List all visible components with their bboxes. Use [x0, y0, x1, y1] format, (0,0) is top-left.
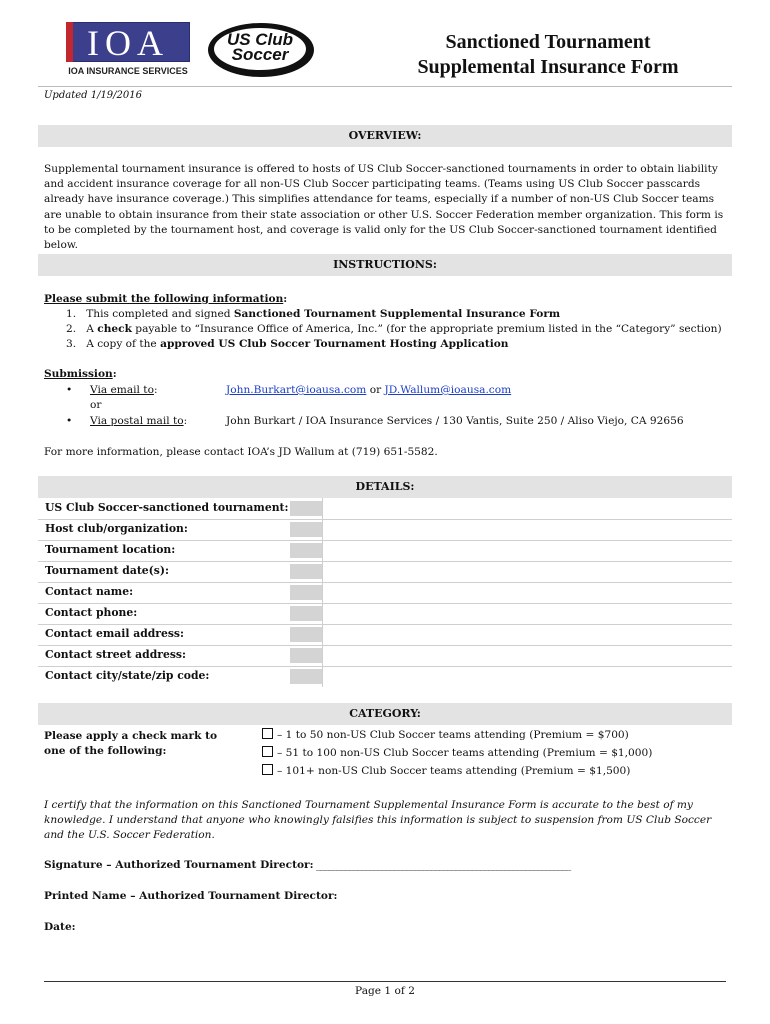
updated-date: Updated 1/19/2016 [44, 90, 142, 101]
item-text-post: payable to “Insurance Office of America, Inc.” (for the appropriate premium listed in the “Category” section) [131, 323, 722, 335]
detail-input-contact-phone[interactable] [290, 606, 322, 621]
email-label-text: Via email to [90, 384, 154, 396]
detail-input-street[interactable] [290, 648, 322, 663]
option-label: – 101+ non-US Club Soccer teams attending (Premium = $1,500) [277, 765, 631, 777]
instruction-item-1 [66, 307, 560, 322]
email-link-wallum[interactable]: JD.Wallum@ioausa.com [384, 384, 512, 396]
or-text: or [90, 399, 102, 411]
category-heading: CATEGORY: [38, 703, 732, 725]
us-club-soccer-logo [208, 23, 314, 77]
checkbox-1-50[interactable] [262, 728, 273, 739]
item-text-bold: approved US Club Soccer Tournament Hosting Application [160, 338, 509, 350]
detail-input-tournament[interactable] [290, 501, 322, 516]
header-divider [38, 86, 732, 87]
logo-line2: Soccer [231, 45, 289, 64]
detail-row-street [38, 645, 732, 667]
checkbox-101-plus[interactable] [262, 764, 273, 775]
item-number: 1. [66, 308, 77, 320]
instruction-item-3 [66, 337, 509, 352]
detail-label: Contact phone: [45, 606, 138, 619]
item-number: 2. [66, 323, 77, 335]
item-text-pre: This completed and signed [86, 308, 234, 320]
detail-label: Tournament date(s): [45, 564, 169, 577]
page-number: Page 1 of 2 [355, 985, 415, 997]
printed-name-label: Printed Name – Authorized Tournament Director: [44, 890, 338, 902]
title-line2: Supplemental Insurance Form [417, 56, 679, 78]
email-link-burkart[interactable]: John.Burkart@ioausa.com [226, 384, 367, 396]
bullet-icon: • [66, 415, 73, 427]
category-prompt [44, 729, 217, 759]
detail-input-host[interactable] [290, 522, 322, 537]
detail-input-dates[interactable] [290, 564, 322, 579]
detail-row-host [38, 519, 732, 541]
submission-heading-text: Submission [44, 368, 113, 380]
overview-heading: OVERVIEW: [38, 125, 732, 147]
logo-line1: US Club [226, 30, 294, 49]
postal-label: Via postal mail to: [90, 415, 188, 427]
category-option-2 [262, 746, 652, 761]
detail-row-location [38, 540, 732, 562]
page-title [370, 30, 726, 80]
postal-label-text: Via postal mail to [90, 415, 184, 427]
category-prompt-line1: Please apply a check mark to [44, 730, 218, 742]
detail-row-city [38, 666, 732, 687]
ioa-logo-letters: IOA [87, 23, 169, 63]
category-option-1 [262, 728, 629, 743]
detail-label: Contact street address: [45, 648, 186, 661]
detail-label: Tournament location: [45, 543, 176, 556]
detail-row-contact-phone [38, 603, 732, 625]
detail-input-contact-name[interactable] [290, 585, 322, 600]
instruction-item-2 [66, 322, 722, 337]
signature-line[interactable]: ______________________________________________________________ [316, 859, 571, 871]
checkbox-51-100[interactable] [262, 746, 273, 757]
detail-label: Contact name: [45, 585, 134, 598]
overview-text: Supplemental tournament insurance is offered to hosts of US Club Soccer-sanctioned tournaments in order to obtain liability and accident insurance coverage for all non-US Club Soccer participating teams. (Teams using US Club Soccer passcards already have insurance coverage.) This simplifies attendance for teams, especially if a number of non-US Club Soccer teams are unable to obtain insurance from their state association or other U.S. Soccer Federation member organization. This form is to be completed by the tournament host, and coverage is valid only for the US Club Soccer-sanctioned tournament identified below. [44, 163, 724, 252]
certification-text: I certify that the information on this Sanctioned Tournament Supplemental Insurance Form is accurate to the best of my knowledge. I understand that anyone who knowingly falsifies this information is subject to suspension from US Club Soccer and the U.S. Soccer Federation. [44, 799, 712, 842]
detail-label: US Club Soccer-sanctioned tournament: [45, 501, 289, 514]
submit-heading: Please submit the following information: [44, 293, 288, 305]
detail-row-dates [38, 561, 732, 583]
submission-heading: Submission: [44, 368, 117, 380]
option-label: – 1 to 50 non-US Club Soccer teams attending (Premium = $700) [277, 729, 629, 741]
item-text-bold: Sanctioned Tournament Supplemental Insurance Form [233, 308, 561, 320]
submit-heading-text: Please submit the following information [44, 293, 284, 305]
item-number: 3. [66, 338, 77, 350]
footer-divider [44, 981, 726, 982]
category-prompt-line2: one of the following: [44, 745, 167, 757]
title-line1: Sanctioned Tournament [445, 31, 651, 53]
category-option-3 [262, 764, 630, 779]
postal-address: John Burkart / IOA Insurance Services / 130 Vantis, Suite 250 / Aliso Viejo, CA 92656 [226, 415, 684, 427]
detail-label: Contact email address: [45, 627, 184, 640]
detail-label: Contact city/state/zip code: [45, 669, 210, 682]
email-or: or [366, 384, 385, 396]
contact-info: For more information, please contact IOA’s JD Wallum at (719) 651-5582. [44, 446, 438, 458]
option-label: – 51 to 100 non-US Club Soccer teams attending (Premium = $1,000) [277, 747, 653, 759]
item-text-bold: check [97, 323, 132, 335]
details-heading: DETAILS: [38, 476, 732, 498]
instructions-heading: INSTRUCTIONS: [38, 254, 732, 276]
date-label: Date: [44, 921, 76, 933]
detail-label: Host club/organization: [45, 522, 188, 535]
email-addresses [226, 383, 511, 398]
signature-label: Signature – Authorized Tournament Director: [44, 859, 314, 871]
detail-input-contact-email[interactable] [290, 627, 322, 642]
detail-input-city[interactable] [290, 669, 322, 684]
detail-row-tournament [38, 498, 732, 520]
detail-row-contact-name [38, 582, 732, 604]
detail-row-contact-email [38, 624, 732, 646]
ioa-logo [66, 22, 190, 78]
item-text-pre: A copy of the [86, 338, 161, 350]
bullet-icon: • [66, 384, 73, 396]
email-label: Via email to: [90, 384, 158, 396]
ioa-logo-subtitle: IOA INSURANCE SERVICES [68, 66, 188, 76]
item-text-pre: A [86, 323, 98, 335]
detail-input-location[interactable] [290, 543, 322, 558]
